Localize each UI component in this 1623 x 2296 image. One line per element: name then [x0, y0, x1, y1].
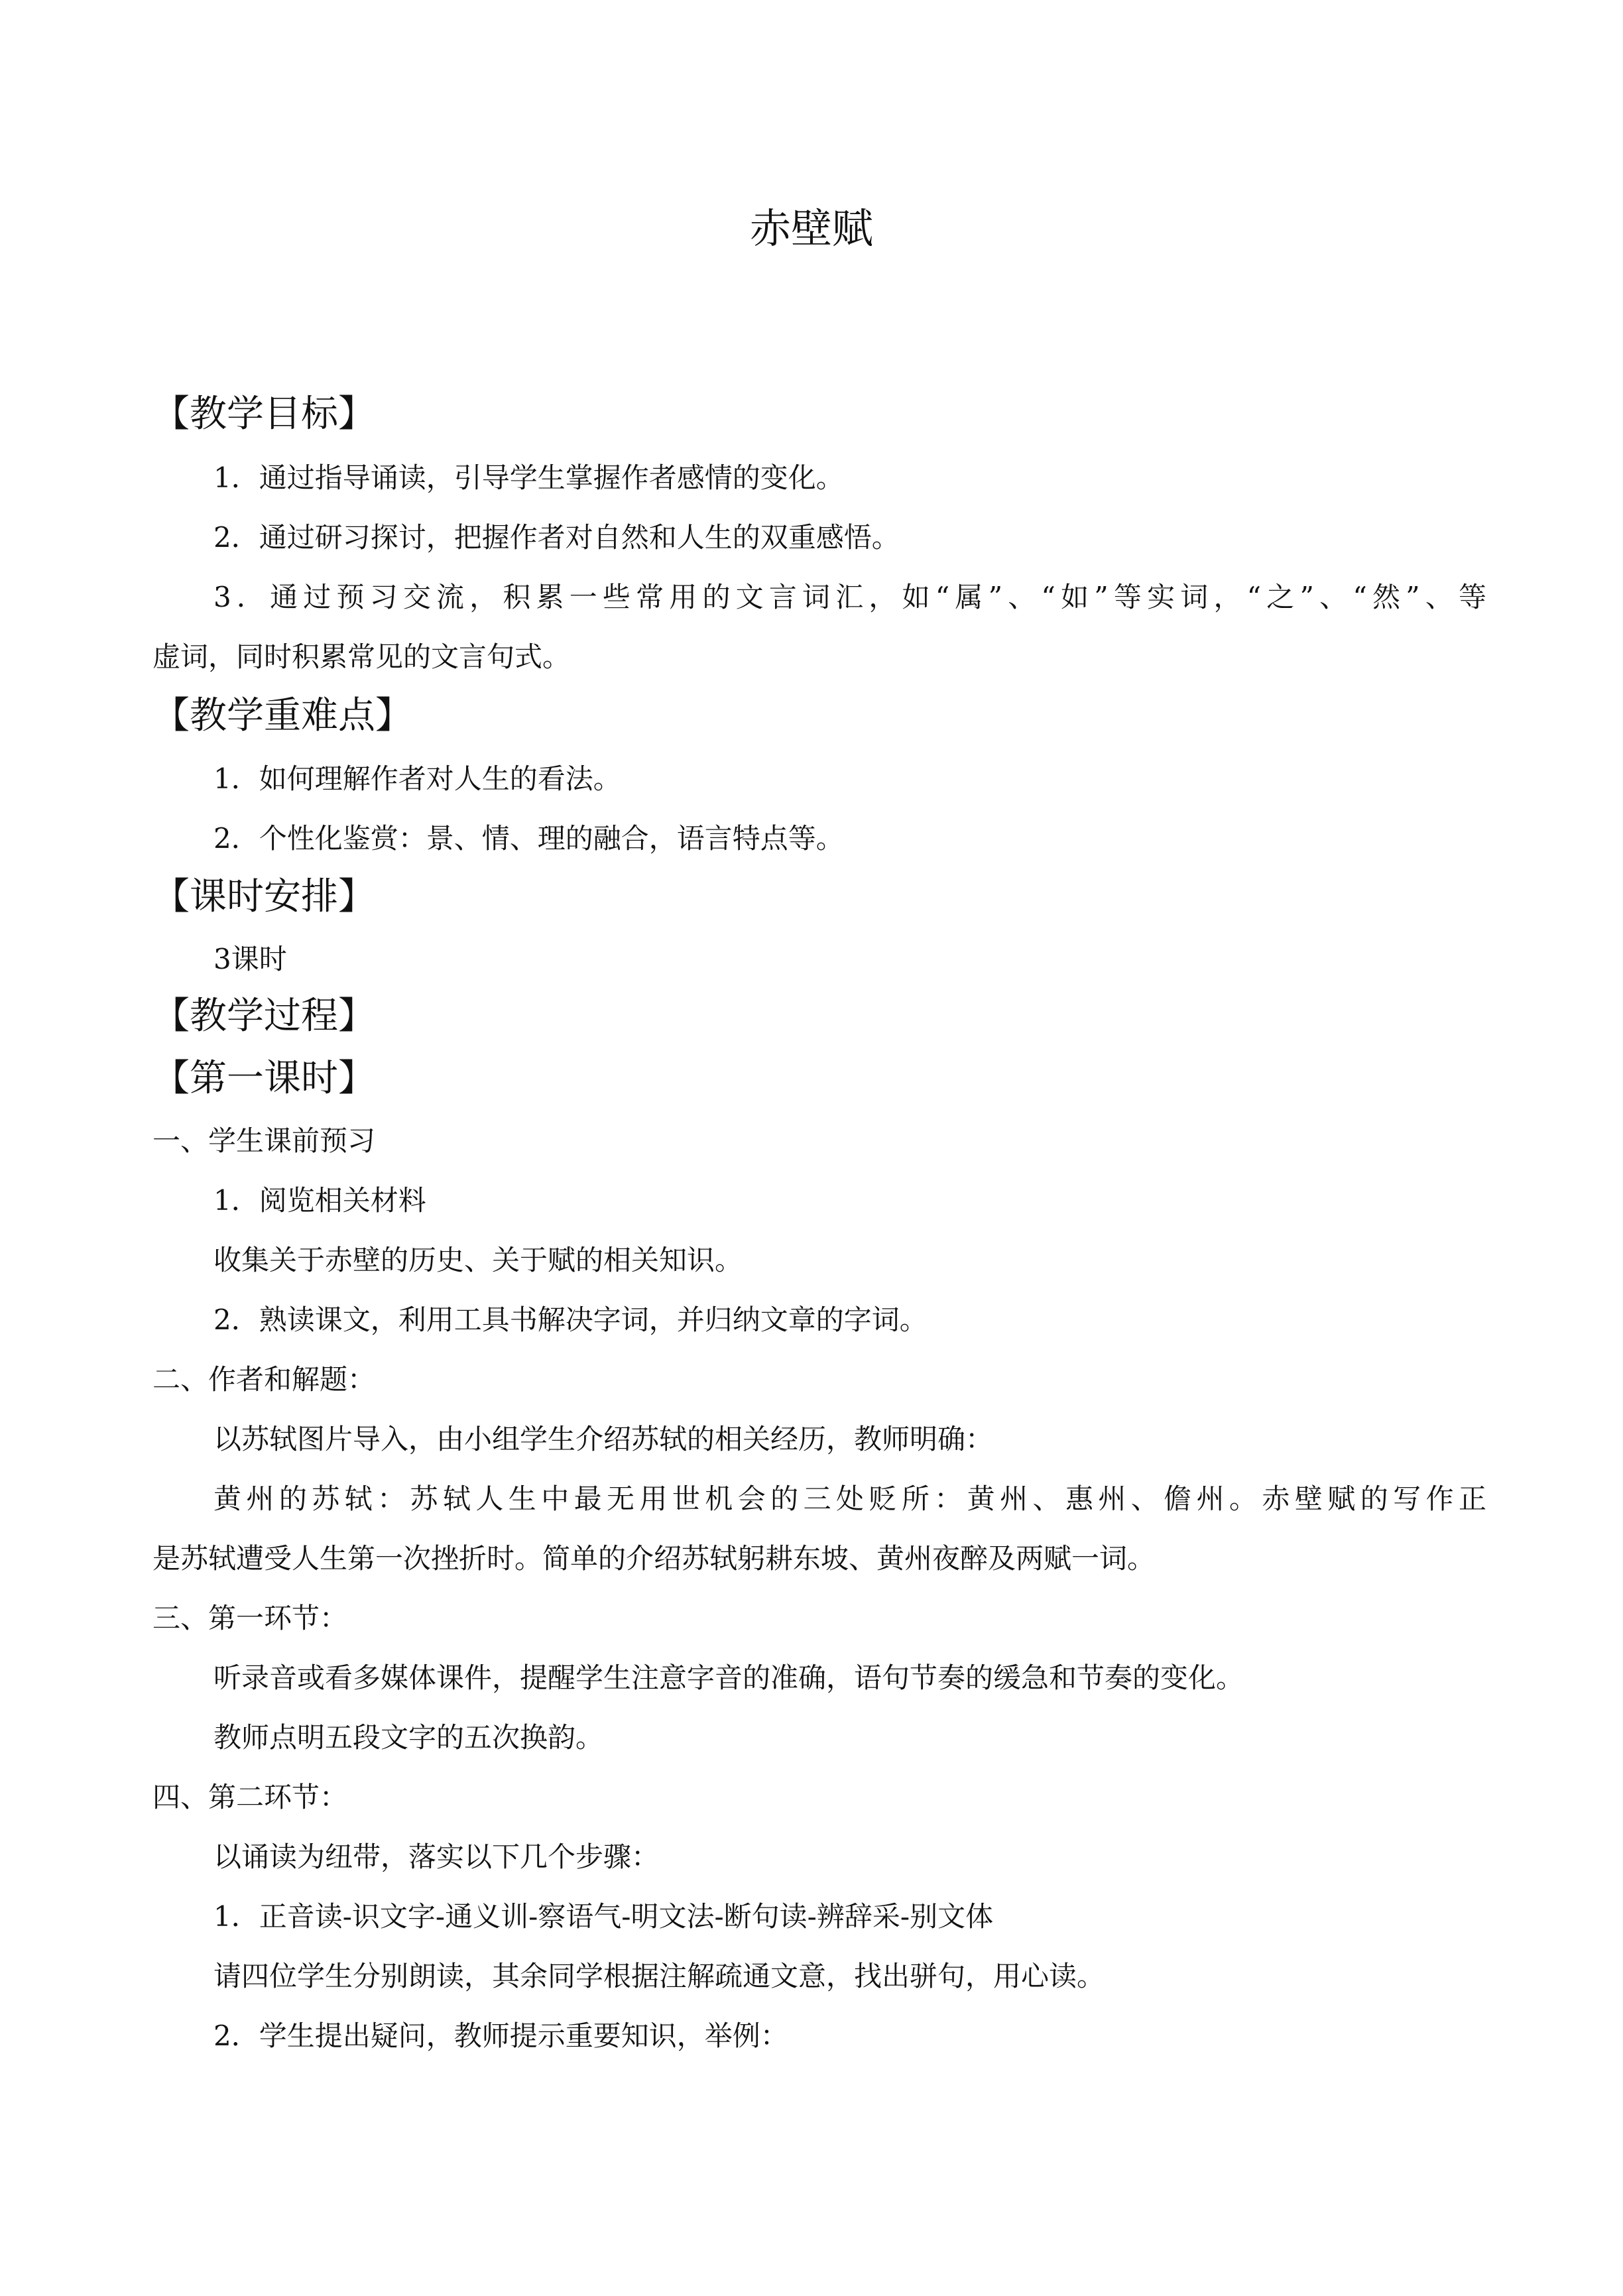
subsection-heading: 二、作者和解题：: [152, 1363, 376, 1396]
section-heading-schedule: 【课时安排】: [152, 875, 375, 918]
paragraph-line: 黄州的苏轼：苏轼人生中最无用世机会的三处贬所：黄州、惠州、儋州。赤壁赋的写作正: [213, 1482, 1486, 1515]
section-heading-key-points: 【教学重难点】: [152, 694, 412, 737]
section-heading-process: 【教学过程】: [152, 995, 375, 1038]
paragraph-line: 2．学生提出疑问，教师提示重要知识，举例：: [213, 2020, 788, 2052]
paragraph-line: 2．通过研习探讨，把握作者对自然和人生的双重感悟。: [213, 521, 900, 554]
section-heading-objectives: 【教学目标】: [152, 393, 375, 436]
paragraph-line: 2．个性化鉴赏：景、情、理的融合，语言特点等。: [213, 822, 844, 855]
paragraph-line: 听录音或看多媒体课件，提醒学生注意字音的准确，语句节奏的缓急和节奏的变化。: [213, 1662, 1244, 1694]
paragraph-line: 1．如何理解作者对人生的看法。: [213, 762, 621, 795]
document-title: 赤壁赋: [749, 204, 873, 253]
paragraph-line: 以苏轼图片导入，由小组学生介绍苏轼的相关经历，教师明确：: [213, 1423, 994, 1455]
paragraph-line: 以诵读为纽带，落实以下几个步骤：: [213, 1841, 660, 1873]
section-heading-first-lesson: 【第一课时】: [152, 1057, 375, 1100]
paragraph-line: 是苏轼遭受人生第一次挫折时。简单的介绍苏轼躬耕东坡、黄州夜醉及两赋一词。: [152, 1542, 1156, 1575]
paragraph-line: 收集关于赤壁的历史、关于赋的相关知识。: [213, 1244, 743, 1276]
paragraph-line: 3．通过预习交流，积累一些常用的文言词汇，如“属”、“如”等实词，“之”、“然”、等: [213, 581, 1486, 613]
subsection-heading: 四、第二环节：: [152, 1781, 348, 1813]
paragraph-line: 1．通过指导诵读，引导学生掌握作者感情的变化。: [213, 461, 844, 494]
subsection-heading: 三、第一环节：: [152, 1602, 348, 1634]
paragraph-line: 3课时: [213, 943, 287, 975]
paragraph-line: 教师点明五段文字的五次换韵。: [213, 1721, 604, 1754]
paragraph-line: 2．熟读课文，利用工具书解决字词，并归纳文章的字词。: [213, 1303, 928, 1336]
paragraph-line: 1．阅览相关材料: [213, 1184, 426, 1217]
paragraph-line: 请四位学生分别朗读，其余同学根据注解疏通文意，找出骈句，用心读。: [213, 1960, 1105, 1992]
subsection-heading: 一、学生课前预习: [152, 1124, 376, 1157]
paragraph-line: 1．正音读-识文字-通义训-察语气-明文法-断句读-辨辞采-别文体: [213, 1900, 994, 1933]
paragraph-line: 虚词，同时积累常见的文言句式。: [152, 640, 571, 673]
